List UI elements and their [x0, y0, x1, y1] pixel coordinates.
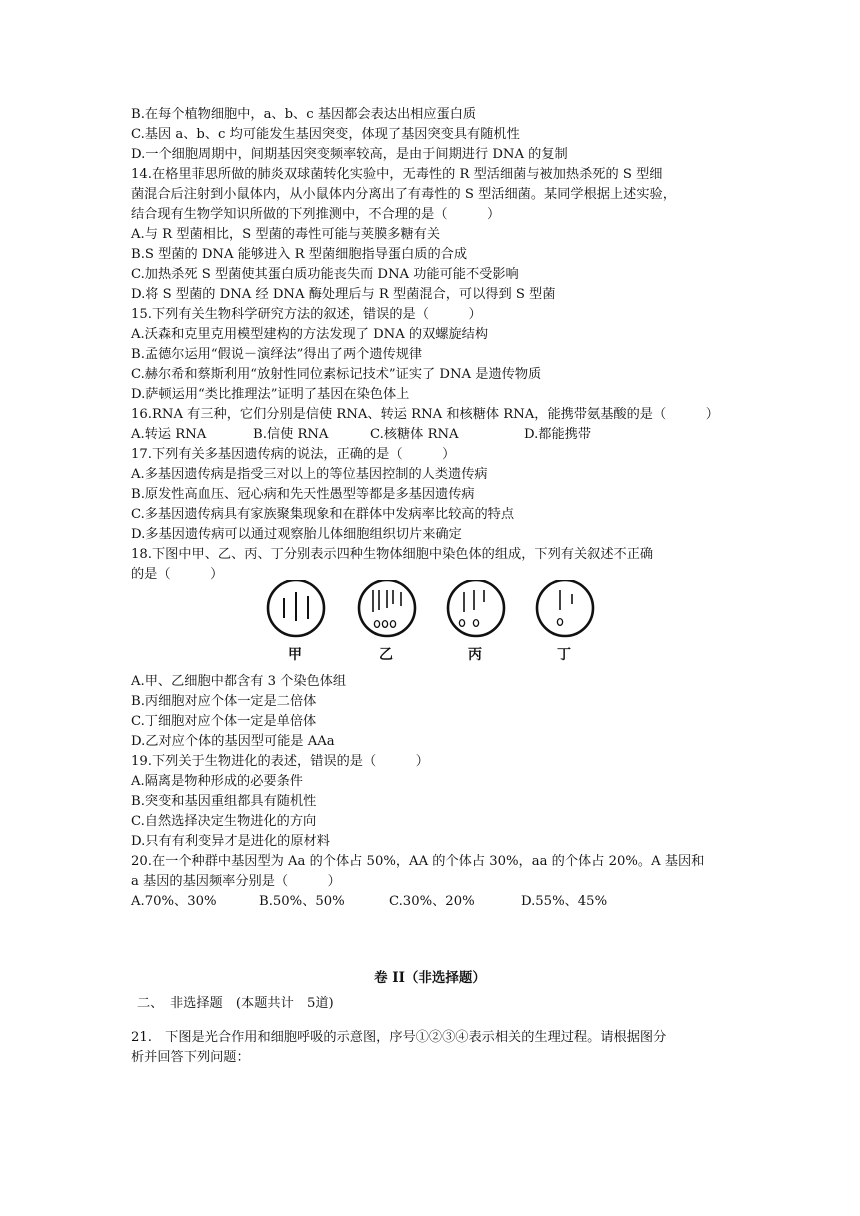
- q13-option-c: C.基因 a、b、c 均可能发生基因突变，体现了基因突变具有随机性: [131, 127, 520, 142]
- q18-option-c: C.丁细胞对应个体一定是单倍体: [131, 714, 317, 729]
- q14-option-a: A.与 R 型菌相比，S 型菌的毒性可能与荚膜多糖有关: [131, 227, 441, 242]
- cell-label-yi: 乙: [379, 647, 393, 663]
- q21-stem-line-1: 21. 下图是光合作用和细胞呼吸的示意图，序号①②③④表示相关的生理过程。请根据图分: [131, 1030, 667, 1045]
- q14-option-b: B.S 型菌的 DNA 能够进入 R 型菌细胞指导蛋白质的合成: [131, 247, 468, 262]
- q21-stem-line-2: 析并回答下列问题：: [131, 1050, 250, 1065]
- q19-option-a: A.隔离是物种形成的必要条件: [131, 774, 303, 789]
- section-title: 卷 II（非选择题）: [374, 970, 486, 986]
- q13-option-d: D.一个细胞周期中，间期基因突变频率较高，是由于间期进行 DNA 的复制: [131, 147, 568, 162]
- q15-stem: 15.下列有关生物科学研究方法的叙述，错误的是（ ）: [131, 307, 482, 322]
- q15-option-b: B.孟德尔运用“假说－演绎法”得出了两个遗传规律: [131, 347, 423, 362]
- q16-option-a: A.转运 RNA: [131, 427, 207, 442]
- q20-stem-line-1: 20.在一个种群中基因型为 Aa 的个体占 50%，AA 的个体占 30%，aa 的个体占 20%。A 基因和: [131, 854, 705, 869]
- q15-option-c: C.赫尔希和蔡斯利用“放射性同位素标记技术”证实了 DNA 是遗传物质: [131, 367, 542, 382]
- section-subtitle: 二、 非选择题 (本题共计 5道): [137, 996, 334, 1011]
- cell-ding: [537, 580, 593, 636]
- q19-option-c: C.自然选择决定生物进化的方向: [131, 814, 317, 829]
- q20-stem-line-2: a 基因的基因频率分别是（ ）: [131, 874, 341, 889]
- q17-option-a: A.多基因遗传病是指受三对以上的等位基因控制的人类遗传病: [131, 467, 488, 482]
- q15-option-d: D.萨顿运用“类比推理法”证明了基因在染色体上: [131, 387, 410, 402]
- q17-option-b: B.原发性高血压、冠心病和先天性愚型等都是多基因遗传病: [131, 487, 475, 502]
- q13-option-b: B.在每个植物细胞中，a、b、c 基因都会表达出相应蛋白质: [131, 107, 477, 122]
- q16-option-d: D.都能携带: [524, 427, 592, 442]
- q19-option-b: B.突变和基因重组都具有随机性: [131, 794, 317, 809]
- q19-option-d: D.只有有利变异才是进化的原材料: [131, 834, 330, 849]
- q18-option-d: D.乙对应个体的基因型可能是 AAa: [131, 734, 335, 749]
- cell-yi: [359, 580, 415, 636]
- q15-option-a: A.沃森和克里克用模型建构的方法发现了 DNA 的双螺旋结构: [131, 327, 489, 342]
- q17-option-d: D.多基因遗传病可以通过观察胎儿体细胞组织切片来确定: [131, 527, 462, 542]
- q14-stem-line-2: 菌混合后注射到小鼠体内，从小鼠体内分离出了有毒性的 S 型活细菌。某同学根据上述实验，: [131, 187, 676, 202]
- q18-stem-line-2: 的是（ ）: [131, 567, 224, 582]
- q20-option-b: B.50%、50%: [259, 894, 345, 909]
- q17-stem: 17.下列有关多基因遗传病的说法，正确的是（ ）: [131, 447, 456, 462]
- q14-stem-line-3: 结合现有生物学知识所做的下列推测中，不合理的是（ ）: [131, 207, 501, 222]
- cell-jia: [268, 580, 324, 636]
- q14-option-c: C.加热杀死 S 型菌使其蛋白质功能丧失而 DNA 功能可能不受影响: [131, 267, 519, 282]
- cell-label-bing: 丙: [468, 647, 482, 663]
- q20-option-a: A.70%、30%: [131, 894, 217, 909]
- q20-option-c: C.30%、20%: [389, 894, 475, 909]
- q16-stem: 16.RNA 有三种，它们分别是信使 RNA、转运 RNA 和核糖体 RNA，能携带氨基酸的是（ ）: [131, 407, 719, 422]
- q16-option-b: B.信使 RNA: [253, 427, 329, 442]
- q16-option-c: C.核糖体 RNA: [370, 427, 459, 442]
- q18-stem-line-1: 18.下图中甲、乙、丙、丁分别表示四种生物体细胞中染色体的组成，下列有关叙述不正确: [131, 547, 654, 562]
- q20-option-d: D.55%、45%: [521, 894, 608, 909]
- q18-option-b: B.丙细胞对应个体一定是二倍体: [131, 694, 317, 709]
- q14-option-d: D.将 S 型菌的 DNA 经 DNA 酶处理后与 R 型菌混合，可以得到 S 型菌: [131, 287, 556, 302]
- q14-stem-line-1: 14.在格里菲思所做的肺炎双球菌转化实验中，无毒性的 R 型活细菌与被加热杀死的 S 型细: [131, 167, 663, 182]
- q19-stem: 19.下列关于生物进化的表述，错误的是（ ）: [131, 754, 429, 769]
- cell-label-ding: 丁: [557, 647, 571, 663]
- chromosome-figure: [258, 580, 618, 665]
- q17-option-c: C.多基因遗传病具有家族聚集现象和在群体中发病率比较高的特点: [131, 507, 515, 522]
- cell-bing: [448, 580, 504, 636]
- cell-label-jia: 甲: [288, 647, 302, 663]
- q18-option-a: A.甲、乙细胞中都含有 3 个染色体组: [131, 674, 347, 689]
